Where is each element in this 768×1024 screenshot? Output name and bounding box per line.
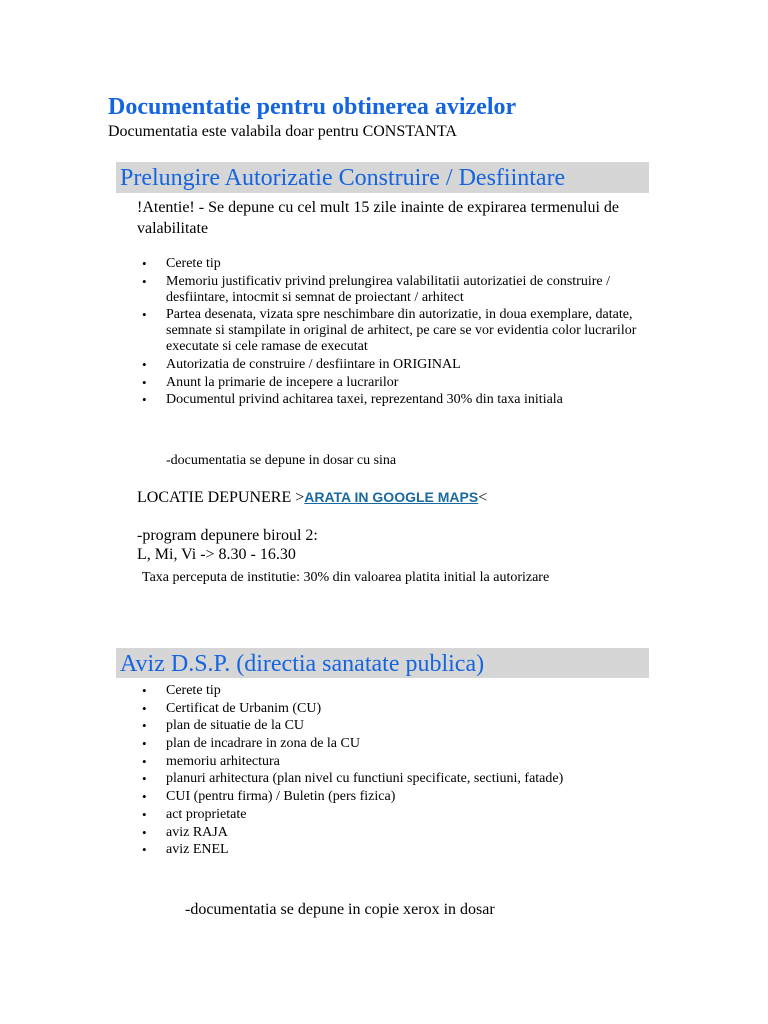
list-item: • aviz ENEL bbox=[138, 842, 658, 858]
submission-note-prelungire: -documentatia se depune in dosar cu sina bbox=[166, 453, 397, 468]
list-item: • Cerete tip bbox=[138, 256, 658, 272]
list-item: • plan de incadrare in zona de la CU bbox=[138, 736, 658, 752]
program-title: -program depunere biroul 2: bbox=[137, 527, 318, 544]
program-hours: L, Mi, Vi -> 8.30 - 16.30 bbox=[137, 546, 296, 563]
list-item: • Anunt la primarie de incepere a lucrarilor bbox=[138, 375, 658, 391]
attention-note: !Atentie! - Se depune cu cel mult 15 zile inainte de expirarea termenului de valabilitate bbox=[137, 199, 620, 237]
list-item: • memoriu arhitectura bbox=[138, 754, 658, 770]
required-documents-list-prelungire bbox=[138, 256, 658, 410]
list-item: • Documentul privind achitarea taxei, reprezentand 30% din taxa initiala bbox=[138, 392, 658, 408]
list-item: • plan de situatie de la CU bbox=[138, 718, 658, 734]
list-item: • Partea desenata, vizata spre neschimbare din autorizatie, in doua exemplare, datate, semnate si stampilate in original de arhitect, pe care se vor evidentia color lucrarilor executate si cele ramase de executat bbox=[138, 307, 658, 355]
locatie-prefix: LOCATIE DEPUNERE > bbox=[137, 489, 305, 506]
list-item: • aviz RAJA bbox=[138, 825, 658, 841]
list-item: • planuri arhitectura (plan nivel cu functiuni specificate, sectiuni, fatade) bbox=[138, 771, 658, 787]
google-maps-link[interactable]: ARATA IN GOOGLE MAPS bbox=[304, 489, 479, 505]
required-documents-list-dsp bbox=[138, 683, 658, 860]
section-heading-prelungire: Prelungire Autorizatie Construire / Desfiintare bbox=[120, 165, 566, 191]
locatie-line bbox=[137, 486, 487, 509]
list-item: • Autorizatia de construire / desfiintare in ORIGINAL bbox=[138, 357, 658, 373]
list-item: • Memoriu justificativ privind prelungirea valabilitatii autorizatiei de construire / desfiintare, intocmit si semnat de proiectant / arhitect bbox=[138, 274, 658, 306]
section-heading-dsp: Aviz D.S.P. (directia sanatate publica) bbox=[120, 651, 485, 677]
list-item: • act proprietate bbox=[138, 807, 658, 823]
section-heading-band-prelungire bbox=[116, 162, 649, 193]
program-block bbox=[137, 526, 318, 564]
submission-note-dsp: -documentatia se depune in copie xerox in dosar bbox=[185, 901, 495, 918]
list-item: • CUI (pentru firma) / Buletin (pers fizica) bbox=[138, 789, 658, 805]
page-subtitle: Documentatia este valabila doar pentru CONSTANTA bbox=[108, 123, 457, 140]
page-title: Documentatie pentru obtinerea avizelor bbox=[108, 94, 517, 120]
list-item: • Cerete tip bbox=[138, 683, 658, 699]
list-item: • Certificat de Urbanim (CU) bbox=[138, 701, 658, 717]
locatie-suffix: < bbox=[478, 489, 488, 506]
fee-note: Taxa perceputa de institutie: 30% din valoarea platita initial la autorizare bbox=[142, 570, 550, 585]
section-heading-band-dsp bbox=[116, 648, 649, 678]
